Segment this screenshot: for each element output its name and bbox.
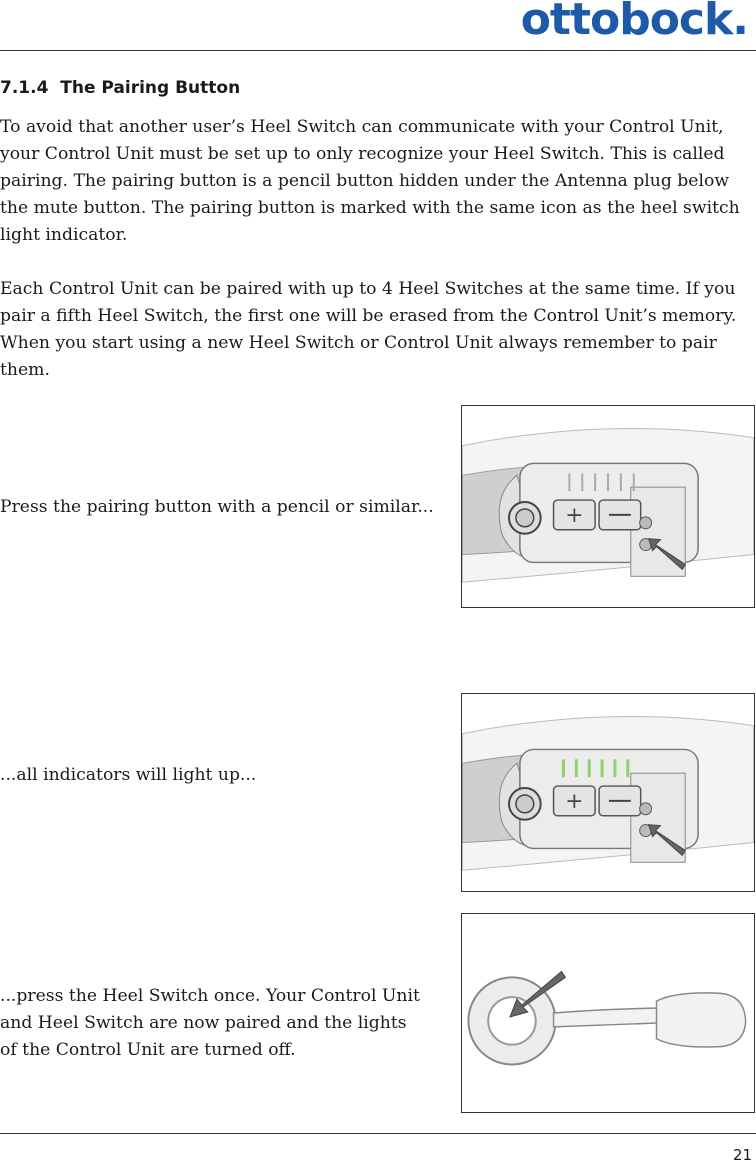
ottobock-logo: ottobock.	[520, 0, 748, 45]
control-unit-illustration	[462, 406, 754, 607]
section-number: 7.1.4	[0, 78, 49, 98]
header-rule	[0, 50, 756, 51]
step-1-caption: Press the pairing button with a pencil or similar...	[0, 497, 434, 517]
section-title: The Pairing Button	[60, 78, 241, 98]
page-number: 21	[732, 1146, 752, 1164]
control-unit-lit-illustration	[462, 694, 754, 891]
step-2-caption: ...all indicators will light up...	[0, 765, 257, 785]
svg-text:+: +	[565, 502, 584, 528]
figure-control-unit-indicators-lit	[461, 693, 755, 892]
section-heading	[0, 78, 240, 98]
figure-heel-switch	[461, 913, 755, 1113]
step-3-caption: ...press the Heel Switch once. Your Control Unit and Heel Switch are now paired and the lights of the Control Unit are turned off.	[0, 986, 420, 1060]
paragraph-heel-switch-limit: Each Control Unit can be paired with up to 4 Heel Switches at the same time. If you pair a fifth Heel Switch, the first one will be erased from the Control Unit’s memory. When you start using a new Heel Switch or Control Unit always remember to pair them.	[0, 279, 737, 380]
paragraph-pairing-intro: To avoid that another user’s Heel Switch can communicate with your Control Unit, your Control Unit must be set up to only recognize your Heel Switch. This is called pairing. The pairing button is a pencil button hidden under the Antenna plug below the mute button. The pairing button is marked with the same icon as the heel switch light indicator.	[0, 117, 740, 245]
heel-switch-illustration	[462, 914, 754, 1112]
svg-text:+: +	[565, 788, 584, 814]
footer-rule	[0, 1133, 756, 1134]
figure-control-unit-pairing-button	[461, 405, 755, 608]
